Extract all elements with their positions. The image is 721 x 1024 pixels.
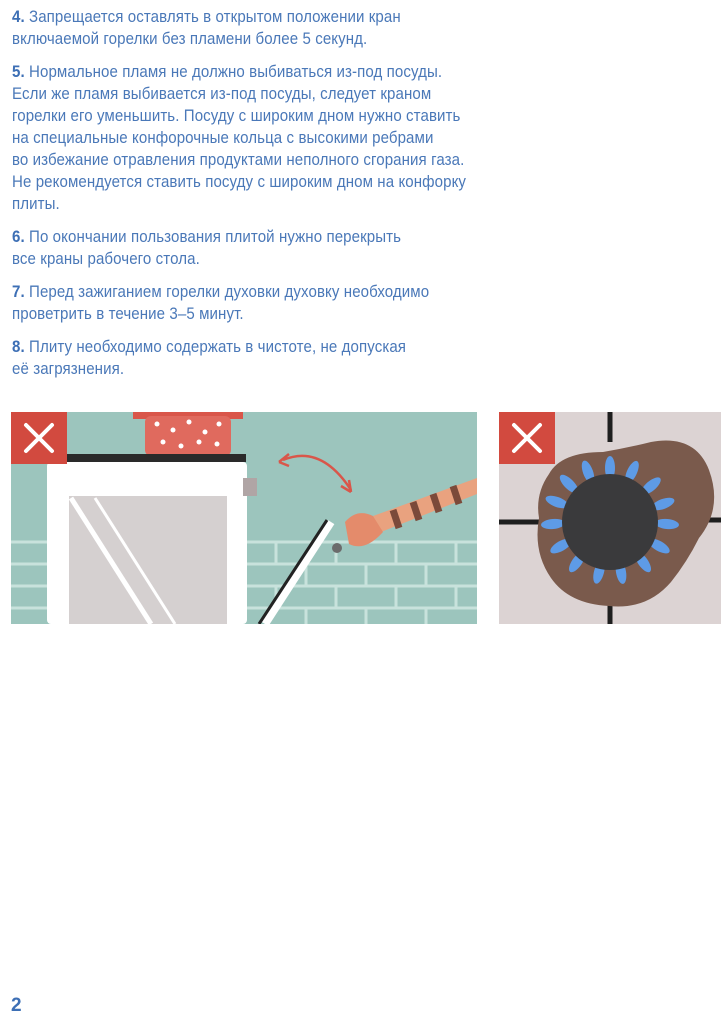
rule-text: Нормальное пламя не должно выбиваться из-под посуды. bbox=[29, 63, 443, 81]
pot bbox=[133, 412, 243, 456]
oven-illustration bbox=[11, 412, 477, 624]
prohibited-x-icon bbox=[499, 412, 555, 464]
rule-line bbox=[12, 281, 607, 303]
rule-text: Запрещается оставлять в открытом положении кран bbox=[29, 8, 401, 26]
rule-line bbox=[12, 336, 607, 358]
stove bbox=[47, 454, 257, 624]
rule-line bbox=[12, 226, 607, 248]
burner-illustration bbox=[499, 412, 721, 624]
rule-line: Если же пламя выбивается из-под посуды, следует краном bbox=[12, 85, 432, 103]
rule-item-8 bbox=[12, 336, 607, 380]
rule-line: плиты. bbox=[12, 195, 60, 213]
rule-item-4 bbox=[12, 6, 607, 50]
rule-number: 6. bbox=[12, 228, 25, 246]
rule-line: проветрить в течение 3–5 минут. bbox=[12, 305, 244, 323]
rule-item-7 bbox=[12, 281, 607, 325]
rule-text: Плиту необходимо содержать в чистоте, не допуская bbox=[29, 338, 407, 356]
rule-number: 5. bbox=[12, 63, 25, 81]
rule-number: 4. bbox=[12, 8, 25, 26]
rule-line: горелки его уменьшить. Посуду с широким дном нужно ставить bbox=[12, 107, 461, 125]
rule-number: 7. bbox=[12, 283, 25, 301]
page-number: 2 bbox=[11, 995, 22, 1016]
rule-line: включаемой горелки без пламени более 5 секунд. bbox=[12, 30, 368, 48]
rule-line: во избежание отравления продуктами неполного сгорания газа. bbox=[12, 151, 465, 169]
burner-cap bbox=[562, 474, 658, 570]
rule-text: По окончании пользования плитой нужно перекрыть bbox=[29, 228, 402, 246]
rule-number: 8. bbox=[12, 338, 25, 356]
prohibited-x-icon bbox=[11, 412, 67, 464]
safety-rules-list bbox=[12, 6, 612, 391]
rule-line bbox=[12, 6, 607, 28]
rule-line: на специальные конфорочные кольца с высокими ребрами bbox=[12, 129, 434, 147]
rule-item-6 bbox=[12, 226, 607, 270]
rule-line: все краны рабочего стола. bbox=[12, 250, 200, 268]
rule-line: Не рекомендуется ставить посуду с широким дном на конфорку bbox=[12, 173, 467, 191]
rule-item-5 bbox=[12, 61, 607, 215]
rule-line: её загрязнения. bbox=[12, 360, 125, 378]
rule-text: Перед зажиганием горелки духовки духовку необходимо bbox=[29, 283, 430, 301]
rule-line bbox=[12, 61, 607, 83]
